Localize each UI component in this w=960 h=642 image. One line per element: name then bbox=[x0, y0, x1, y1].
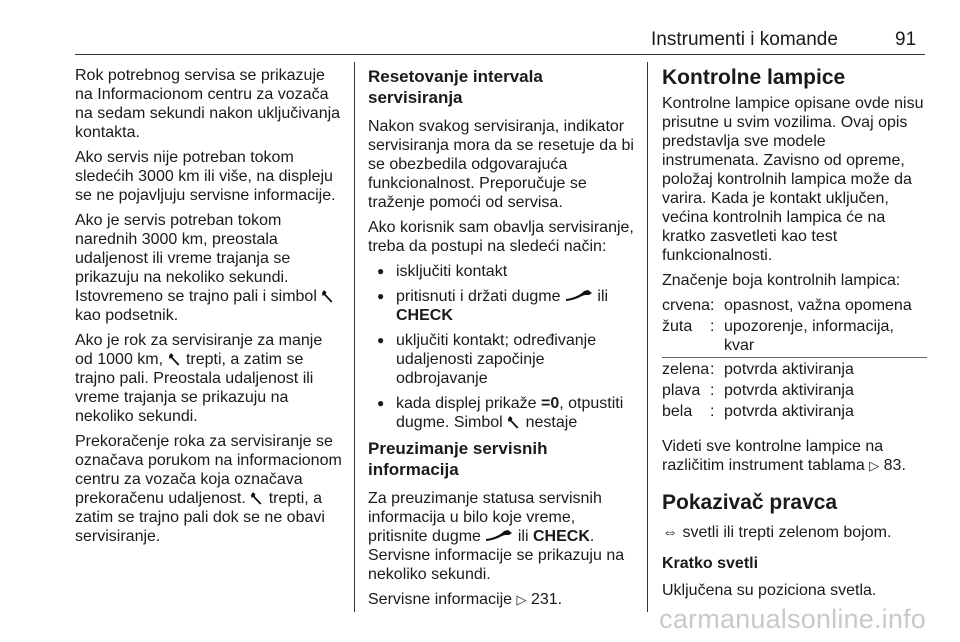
text: trepti, a zatim se trajno pali. Preostala udaljenost ili vreme trajanja se prikazuju na nekoliko sekundi. bbox=[75, 351, 314, 425]
list-item: ● uključiti kontakt; određivanje udaljenosti započinje odbrojavanje bbox=[368, 331, 635, 388]
section-heading: Kratko svetli bbox=[662, 555, 759, 572]
paragraph bbox=[75, 331, 343, 426]
paragraph: Kontrolne lampice opisane ovde nisu prisutne u svim vozilima. Ovaj opis predstavlja sve modele instrumenata. Zavisno od opreme, položaj kontrolnih lampica može da varira. Kada je kontakt uključen, većina kontrolnih lampica će na kratko zasvetleti kao test funkcionalnosti. bbox=[662, 95, 924, 264]
text: . Servisne informacije se prikazuju na nekoliko sekundi. bbox=[368, 528, 625, 583]
column-3 bbox=[662, 66, 927, 606]
text: Prekoračenje roka za servisiranje se označava porukom na informacionom centru za vozača koja označava prekoračenu udaljenost. bbox=[75, 433, 342, 507]
list-item: ● isključiti kontakt bbox=[368, 262, 635, 281]
color-meaning: potvrda aktiviranja bbox=[724, 382, 854, 399]
text: Videti sve kontrolne lampice na različitim instrument tablama bbox=[662, 438, 884, 474]
color-meaning: potvrda aktiviranja bbox=[724, 403, 854, 420]
section-heading: Preuzimanje servisnih informacija bbox=[368, 439, 548, 479]
paragraph bbox=[662, 523, 927, 542]
color-name: crvena bbox=[662, 297, 711, 314]
paragraph: Rok potrebnog servisa se prikazuje na Informacionom centru za vozača na sedam sekundi nakon uključivanja kontakta. bbox=[75, 67, 341, 141]
check-button-label: CHECK bbox=[532, 528, 590, 545]
column-2 bbox=[368, 66, 635, 615]
text: trepti, a zatim se trajno pali dok se ne obavi servisiranje. bbox=[75, 490, 325, 545]
text: , otpustiti dugme. Simbol bbox=[396, 395, 624, 431]
paragraph bbox=[368, 590, 635, 609]
paragraph bbox=[662, 437, 927, 475]
separator: : bbox=[710, 403, 715, 420]
paragraph: Ako korisnik sam obavlja servisiranje, treba da postupi na sledeći način: bbox=[368, 219, 634, 255]
text: Servisne informacije bbox=[368, 591, 513, 608]
paragraph: Značenje boja kontrolnih lampica: bbox=[662, 272, 901, 289]
key-button-icon bbox=[565, 289, 593, 301]
header-divider bbox=[75, 54, 925, 55]
wrench-icon bbox=[507, 415, 521, 429]
text: Za preuzimanje statusa servisnih informacija u bilo koje vreme, pritisnite dugme bbox=[368, 490, 602, 545]
paragraph: Nakon svakog servisiranja, indikator servisiranja mora da se resetuje da bi se obezbedila odgovarajuća funkcionalnost. Preporučuje se traženje pomoći od servisa. bbox=[368, 118, 634, 211]
text: ili bbox=[597, 288, 609, 305]
wrench-icon bbox=[321, 289, 335, 303]
color-meaning: potvrda aktiviranja bbox=[724, 361, 854, 378]
table-row bbox=[662, 317, 927, 358]
table-row bbox=[662, 381, 927, 402]
paragraph: Ako servis nije potreban tokom sledećih 3000 km ili više, na displeju se ne pojavljuju servisne informacije. bbox=[75, 149, 336, 204]
steps-list bbox=[368, 262, 635, 432]
color-meaning: upozorenje, informacija, kvar bbox=[724, 317, 927, 358]
text: pritisnuti i držati dugme bbox=[396, 288, 561, 305]
text: Ako je rok za servisiranje za manje od 1000 km, bbox=[75, 332, 323, 368]
column-1 bbox=[75, 66, 343, 552]
section-heading: Resetovanje intervala servisiranja bbox=[368, 67, 543, 107]
column-divider bbox=[647, 62, 648, 612]
text: svetli ili trepti zelenom bojom. bbox=[682, 524, 892, 541]
text: nestaje bbox=[525, 414, 578, 431]
paragraph bbox=[75, 211, 343, 325]
wrench-icon bbox=[168, 352, 182, 366]
page-title: Instrumenti i komande bbox=[651, 29, 838, 50]
color-meaning-table bbox=[662, 296, 927, 423]
paragraph bbox=[75, 432, 343, 546]
display-value: =0 bbox=[540, 395, 560, 412]
page-reference[interactable]: 83. bbox=[883, 457, 906, 474]
section-heading: Pokazivač pravca bbox=[662, 491, 838, 514]
separator: : bbox=[710, 297, 715, 314]
turn-signal-arrows-icon: ⇔ bbox=[662, 524, 678, 541]
triangle-reference-icon[interactable]: ▷ bbox=[516, 592, 527, 607]
separator: : bbox=[710, 382, 715, 399]
section-heading: Kontrolne lampice bbox=[662, 66, 846, 89]
text: Ako je servis potreban tokom narednih 3000 km, preostala udaljenost ili vreme trajanja se prikazuju na nekoliko sekundi. Istovremeno se trajno pali i simbol bbox=[75, 212, 317, 305]
triangle-reference-icon[interactable]: ▷ bbox=[869, 458, 880, 473]
table-row bbox=[662, 402, 927, 423]
paragraph bbox=[368, 489, 635, 584]
check-button-label: CHECK bbox=[396, 307, 453, 324]
table-row bbox=[662, 358, 927, 382]
page-header bbox=[0, 28, 960, 58]
color-name: bela bbox=[662, 403, 693, 420]
color-name: plava bbox=[662, 382, 701, 399]
text: kao podsetnik. bbox=[75, 307, 179, 324]
watermark: carmanualsonline.info bbox=[659, 604, 926, 634]
paragraph: Uključena su poziciona svetla. bbox=[662, 582, 877, 599]
text: kada displej prikaže bbox=[396, 395, 537, 412]
page-reference[interactable]: 231. bbox=[530, 591, 563, 608]
table-row bbox=[662, 296, 927, 317]
text: ili bbox=[517, 528, 529, 545]
page-number: 91 bbox=[895, 29, 917, 50]
list-item bbox=[368, 287, 635, 325]
color-name: žuta bbox=[662, 317, 710, 358]
color-name: zelena bbox=[662, 361, 710, 378]
wrench-icon bbox=[250, 491, 264, 505]
separator: : bbox=[710, 361, 715, 378]
column-divider bbox=[354, 62, 355, 612]
list-item bbox=[368, 394, 635, 432]
key-button-icon bbox=[485, 529, 513, 541]
color-meaning: opasnost, važna opomena bbox=[724, 297, 912, 314]
separator: : bbox=[710, 317, 724, 358]
